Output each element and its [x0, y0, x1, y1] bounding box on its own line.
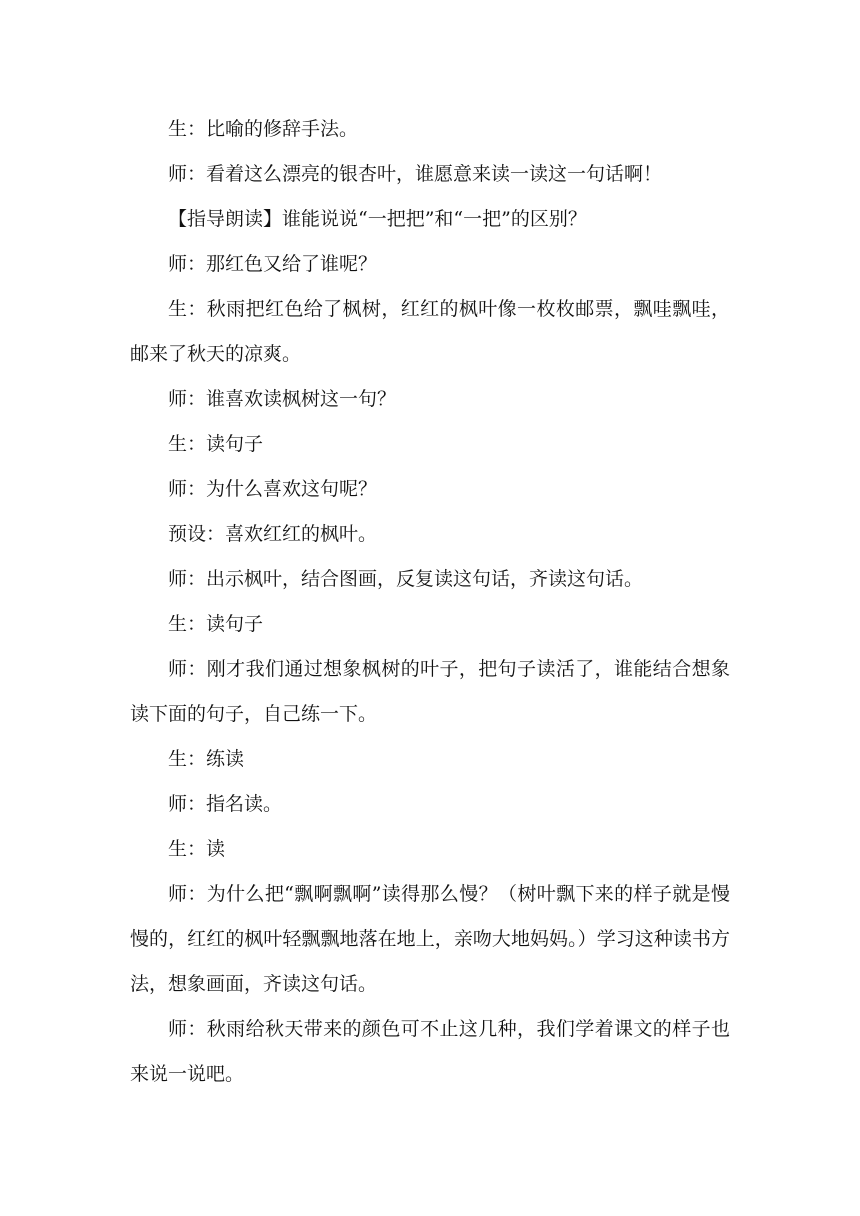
- paragraph: 师：看着这么漂亮的银杏叶，谁愿意来读一读这一句话啊！: [168, 163, 663, 185]
- paragraph: 师：刚才我们通过想象枫树的叶子，把句子读活了，谁能结合想象读下面的句子，自己练一下。: [130, 658, 730, 725]
- paragraph: 生：比喻的修辞手法。: [168, 118, 359, 140]
- paragraph: 生：读句子: [168, 613, 264, 635]
- paragraph: 师：为什么喜欢这句呢？: [168, 478, 378, 500]
- paragraph: 生：读: [168, 838, 226, 860]
- paragraph: 生：练读: [168, 748, 245, 770]
- paragraph: 师：为什么把“飘啊飘啊”读得那么慢？（树叶飘下来的样子就是慢慢的，红红的枫叶轻飘飘地落在地上，亲吻大地妈妈。）学习这种读书方法，想象画面，齐读这句话。: [130, 883, 730, 995]
- paragraph: 师：指名读。: [168, 793, 283, 815]
- paragraph: 师：出示枫叶，结合图画，反复读这句话，齐读这句话。: [168, 568, 644, 590]
- paragraph: 生：读句子: [168, 433, 264, 455]
- document-body: [130, 107, 730, 1097]
- paragraph: 【指导朗读】谁能说说“一把把”和“一把”的区别？: [168, 208, 587, 230]
- paragraph: 师：那红色又给了谁呢？: [168, 253, 378, 275]
- paragraph: 预设：喜欢红红的枫叶。: [168, 523, 378, 545]
- paragraph: 师：谁喜欢读枫树这一句？: [168, 388, 397, 410]
- paragraph: 师：秋雨给秋天带来的颜色可不止这几种，我们学着课文的样子也来说一说吧。: [130, 1018, 730, 1085]
- paragraph: 生：秋雨把红色给了枫树，红红的枫叶像一枚枚邮票，飘哇飘哇，邮来了秋天的凉爽。: [130, 298, 730, 365]
